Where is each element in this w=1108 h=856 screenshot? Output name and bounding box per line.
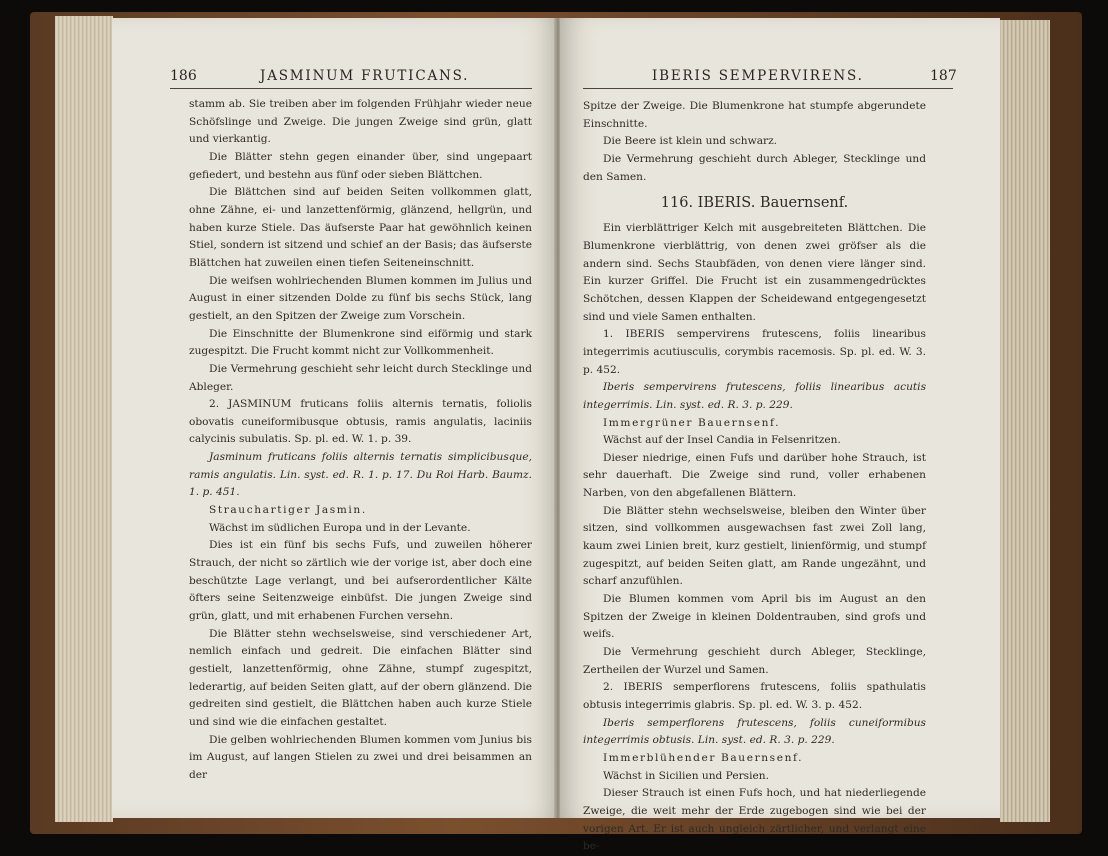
paragraph: Die Blätter stehn gegen einander über, sind ungepaart gefiedert, und bestehn aus fünf oder sieben Blättchen.: [189, 150, 532, 181]
paragraph: Die Beere ist klein und schwarz.: [603, 135, 778, 148]
paragraph: 2. IBERIS semperflorens frutescens, foliis spathulatis obtusis integerrimis glabris. Sp. pl. ed. W. 3. p. 452.: [583, 681, 926, 711]
page-edges-left: [55, 16, 113, 822]
paragraph: Ein vierblättriger Kelch mit ausgebreiteten Blättchen. Die Blumenkrone vierblättrig, von denen zwei gröfser als die andern sind. Sechs Staubfäden, von denen viere länger sind. Ein kurzer Griffel. Die Frucht ist ein zusammengedrücktes Schötchen, dessen Klappen der Scheidewand entgegengesetzt sind und viele Samen enthalten.: [583, 222, 926, 323]
paragraph: Dieser Strauch ist einen Fufs hoch, und hat niederliegende Zweige, die weit mehr der Erde zugebogen sind wie bei der vorigen Art. Er ist auch ungleich zärtlicher, und verlangt eine be-: [583, 787, 926, 853]
running-head-right: IBERIS SEMPERVIRENS.: [652, 68, 864, 84]
page-number-right: 187: [930, 68, 957, 84]
paragraph: Wächst im südlichen Europa und in der Levante.: [209, 521, 471, 534]
paragraph: Die Vermehrung geschieht sehr leicht durch Stecklinge und Ableger.: [189, 362, 532, 393]
header-rule-right: [583, 88, 953, 89]
paragraph: Die Blätter stehn wechselsweise, bleiben den Winter über sitzen, sind vollkommen ausgewachsen fast zwei Zoll lang, kaum zwei Linien breit, kurz gestielt, linienförmig, und stumpf zugespitzt, auf beiden Seiten glatt, am Rande ungezähnt, und scharf anzufühlen.: [583, 504, 926, 588]
paragraph: Die Blumen kommen vom April bis im August an den Spitzen der Zweige in kleinen Doldentrauben, sind grofs und weifs.: [583, 593, 926, 641]
paragraph: Die Blätter stehn wechselsweise, sind verschiedener Art, nemlich einfach und gedreit. Die einfachen Blätter sind gestielt, lanzettenförmig, ohne Zähne, stumpf zugespitzt, lederartig, auf beiden Seiten glatt, auf der obern glänzend. Die gedreiten sind gestielt, die Blättchen haben auch kurze Stiele und sind wie die einfachen gestaltet.: [189, 627, 532, 728]
paragraph: Die Blättchen sind auf beiden Seiten vollkommen glatt, ohne Zähne, ei- und lanzettenförmig, glänzend, hellgrün, und haben kurze Stiele. Das äufserste Paar hat gewöhnlich keinen Stiel, sondern ist sitzend und schief an der Basis; das äufserste Blättchen hat zuweilen einen tiefen Seiteneinschnitt.: [189, 186, 532, 269]
paragraph: Spitze der Zweige. Die Blumenkrone hat stumpfe abgerundete Einschnitte.: [583, 100, 926, 130]
paragraph: Jasminum fruticans foliis alternis ternatis simplicibusque, ramis angulatis. Lin. syst. ed. R. 1. p. 17. Du Roi Harb. Baumz. 1. p. 451.: [189, 451, 532, 499]
left-page: [112, 18, 557, 818]
paragraph: Immergrüner Bauernsenf.: [603, 416, 781, 429]
running-head-left: JASMINUM FRUTICANS.: [260, 68, 470, 84]
paragraph: 2. JASMINUM fruticans foliis alternis ternatis, foliolis obovatis cuneiformibusque obtusis, ramis angulatis, laciniis calycinis subulatis. Sp. pl. ed. W. 1. p. 39.: [189, 398, 532, 446]
paragraph: stamm ab. Sie treiben aber im folgenden Frühjahr wieder neue Schöfslinge und Zweige. Die jungen Zweige sind grün, glatt und vierkantig.: [189, 98, 532, 146]
paragraph: Strauchartiger Jasmin.: [209, 504, 367, 517]
paragraph: Immerblühender Bauernsenf.: [603, 751, 804, 764]
right-page: [560, 18, 1000, 853]
paragraph: Die weifsen wohlriechenden Blumen kommen im Julius und August in einer sitzenden Dolde zu fünf bis sechs Stück, lang gestielt, an den Spitzen der Zweige zum Vorschein.: [189, 274, 532, 322]
paragraph: Die Vermehrung geschieht durch Ableger, Stecklinge und den Samen.: [583, 152, 926, 183]
paragraph: 1. IBERIS sempervirens frutescens, foliis linearibus integerrimis acutiusculis, corymbis racemosis. Sp. pl. ed. W. 3. p. 452.: [583, 328, 926, 376]
paragraph: Iberis semperflorens frutescens, foliis cuneiformibus integerrimis obtusis. Lin. syst. ed. R. 3. p. 229.: [583, 716, 926, 747]
paragraph: Die gelben wohlriechenden Blumen kommen vom Junius bis im August, auf langen Stielen zu zwei und drei beisammen an der: [189, 733, 532, 781]
paragraph: Wächst auf der Insel Candia in Felsenritzen.: [603, 434, 841, 447]
paragraph: Die Einschnitte der Blumenkrone sind eiförmig und stark zugespitzt. Die Frucht kommt nicht zur Vollkommenheit.: [189, 327, 532, 358]
section-heading: 116. IBERIS. Bauernsenf.: [660, 195, 849, 212]
paragraph: Iberis sempervirens frutescens, foliis linearibus acutis integerrimis. Lin. syst. ed. R. 3. p. 229.: [583, 381, 926, 411]
paragraph: Wächst in Sicilien und Persien.: [603, 769, 769, 782]
paragraph: Dieser niedrige, einen Fufs und darüber hohe Strauch, ist sehr dauerhaft. Die Zweige sind rund, voller erhabenen Narben, von den abgefallenen Blättern.: [583, 451, 926, 500]
left-page-text: [189, 96, 532, 785]
page-edges-right: [1000, 20, 1050, 822]
page-number-left: 186: [170, 68, 197, 84]
paragraph: Dies ist ein fünf bis sechs Fufs, und zuweilen höherer Strauch, der nicht so zärtlich wie der vorige ist, aber doch eine beschützte Lage verlangt, und bei aufserordentlicher Kälte öfters seine Seitenzweige einbüfst. Die jungen Zweige sind grün, glatt, und mit erhabenen Furchen versehn.: [189, 539, 532, 623]
paragraph: Die Vermehrung geschieht durch Ableger, Stecklinge, Zertheilen der Wurzel und Samen.: [583, 646, 926, 676]
header-rule-left: [170, 88, 532, 89]
right-page-text: [583, 98, 926, 856]
